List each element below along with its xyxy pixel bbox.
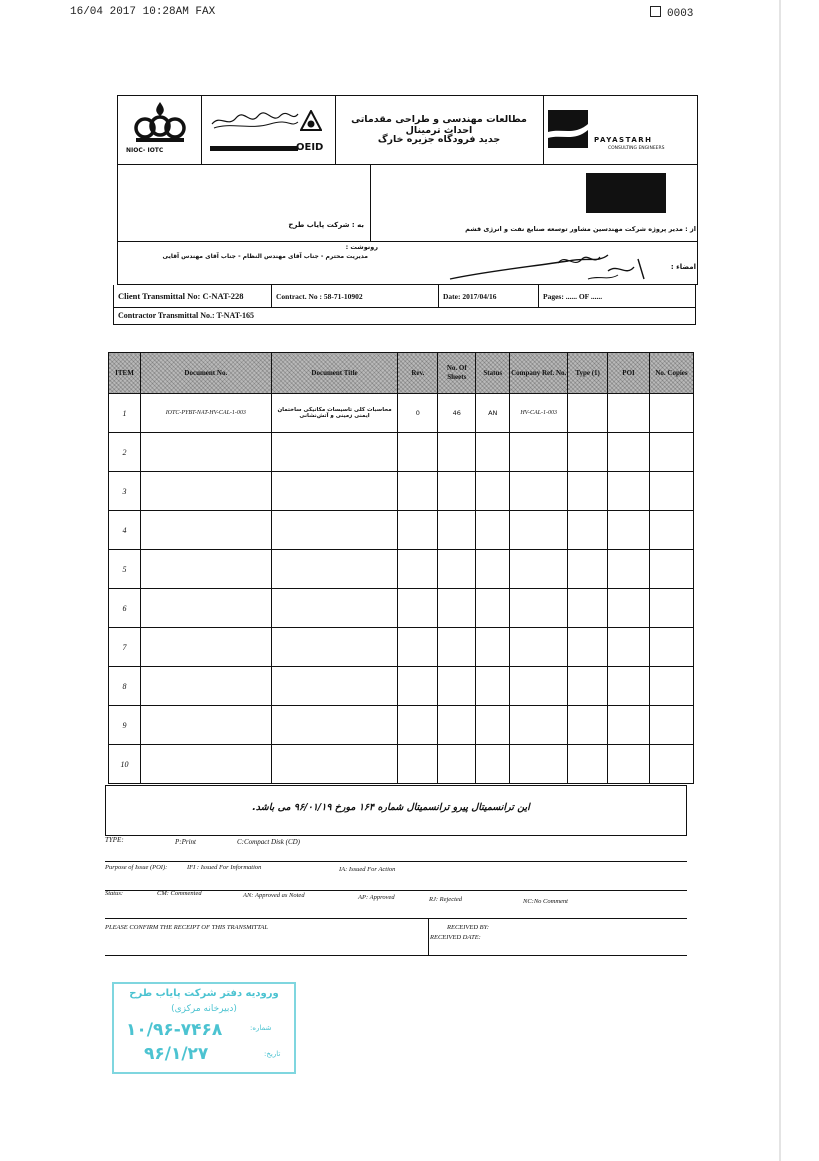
cell-ref (510, 628, 568, 667)
cell-poi (608, 706, 650, 745)
cell-item: 1 (109, 394, 141, 433)
table-row (109, 511, 694, 550)
from-field: از : مدیر پروژه شرکت مهندسین مشاور توسعه صنایع نفت و انرژی قشم (465, 225, 696, 233)
cell-doc-no (140, 667, 271, 706)
cell-title (271, 589, 398, 628)
received-by: RECEIVED BY: (447, 924, 489, 931)
cell-copies (649, 628, 693, 667)
stamp-date-label: تاریخ: (264, 1050, 281, 1058)
cell-copies (649, 433, 693, 472)
received-date: RECEIVED DATE: (430, 934, 481, 941)
cell-rev (398, 706, 438, 745)
purpose-ifi: IFI : Issued For Information (187, 864, 262, 871)
cell-item: 3 (109, 472, 141, 511)
cell-status (476, 667, 510, 706)
cell-status (476, 745, 510, 784)
cell-status (476, 628, 510, 667)
type-label: TYPE: (105, 836, 124, 844)
cell-ref: HV-CAL-1-003 (510, 394, 568, 433)
cc-label: رونوشت : (345, 243, 378, 251)
cell-ref (510, 667, 568, 706)
cell-item: 8 (109, 667, 141, 706)
cell-ref (510, 706, 568, 745)
cell-title (271, 706, 398, 745)
cell-doc-no (140, 628, 271, 667)
client-transmittal-no: Client Transmittal No: C-NAT-228 (118, 291, 244, 301)
pages-field: Pages: ...... OF ...... (543, 292, 603, 301)
col-header-doc-no: Document No. (140, 353, 271, 394)
cell-type (568, 550, 608, 589)
fax-checkbox-icon (650, 6, 661, 17)
cell-ref (510, 433, 568, 472)
cell-status (476, 511, 510, 550)
redacted-block (586, 173, 666, 213)
cell-status (476, 433, 510, 472)
payastarh-logo (548, 110, 588, 153)
table-row (109, 745, 694, 784)
status-ap: AP: Approved (358, 894, 395, 901)
cell-ref (510, 550, 568, 589)
col-header-rev: Rev. (398, 353, 438, 394)
cell-rev (398, 511, 438, 550)
cell-copies (649, 550, 693, 589)
document-table (108, 352, 694, 784)
cell-status (476, 706, 510, 745)
cell-doc-no (140, 589, 271, 628)
status-nc: NC:No Comment (523, 898, 568, 905)
cell-doc-no (140, 472, 271, 511)
consultant-sub: CONSULTING ENGINEERS (608, 146, 665, 151)
nioc-logo (132, 100, 188, 144)
oeid-company-name (210, 110, 300, 134)
cell-poi (608, 472, 650, 511)
cell-rev (398, 433, 438, 472)
cell-type (568, 511, 608, 550)
transmittal-date: Date: 2017/04/16 (443, 292, 497, 301)
cell-rev (398, 589, 438, 628)
transmittal-info (113, 285, 696, 325)
cell-doc-no: IOTC-PYBT-NAT-HV-CAL-1-003 (140, 394, 271, 433)
cc-value: مدیریت محترم - جناب آقای مهندس النظام - جناب آقای مهندس آقایی (162, 253, 368, 260)
col-header-ref: Company Ref. No. (510, 353, 568, 394)
cell-rev: 0 (398, 394, 438, 433)
status-cm: CM: Commented (157, 890, 202, 897)
cell-doc-no (140, 745, 271, 784)
contractor-transmittal-no: Contractor Transmittal No.: T-NAT-165 (118, 311, 254, 320)
cell-rev (398, 667, 438, 706)
col-header-sheets: No. Of Sheets (438, 353, 476, 394)
cell-title (271, 433, 398, 472)
cell-sheets (438, 511, 476, 550)
fax-page-number: 0003 (650, 6, 693, 20)
footer-note-box (105, 785, 687, 836)
purpose-label: Purpose of Issue (POI): (105, 864, 168, 871)
cell-copies (649, 667, 693, 706)
cell-copies (649, 706, 693, 745)
nioc-label: NIOC- IOTC (126, 147, 164, 154)
cell-title (271, 550, 398, 589)
cell-ref (510, 745, 568, 784)
col-header-copies: No. Copies (649, 353, 693, 394)
signature-label: امضاء : (670, 263, 696, 271)
table-row (109, 433, 694, 472)
cell-sheets (438, 550, 476, 589)
cell-sheets: 46 (438, 394, 476, 433)
table-row (109, 472, 694, 511)
cell-rev (398, 745, 438, 784)
cell-item: 7 (109, 628, 141, 667)
purpose-ia: IA: Issued For Action (339, 866, 396, 873)
cell-title (271, 628, 398, 667)
cell-poi (608, 433, 650, 472)
cell-doc-no (140, 706, 271, 745)
cell-sheets (438, 628, 476, 667)
table-row (109, 394, 694, 433)
oeid-triangle-icon (300, 110, 322, 137)
cell-poi (608, 667, 650, 706)
col-header-status: Status (476, 353, 510, 394)
type-cd: C:Compact Disk (CD) (237, 838, 300, 846)
type-print: P:Print (175, 838, 196, 846)
cell-copies (649, 394, 693, 433)
cell-rev (398, 628, 438, 667)
oeid-label: OEID (296, 142, 324, 153)
cell-poi (608, 550, 650, 589)
parties-section (117, 165, 698, 285)
confirm-receipt: PLEASE CONFIRM THE RECEIPT OF THIS TRANSMITTAL (105, 924, 268, 931)
cell-title (271, 472, 398, 511)
cell-status (476, 550, 510, 589)
cell-poi (608, 745, 650, 784)
cell-poi (608, 511, 650, 550)
cell-type (568, 433, 608, 472)
cell-type (568, 667, 608, 706)
cell-item: 5 (109, 550, 141, 589)
cell-doc-no (140, 511, 271, 550)
table-row (109, 628, 694, 667)
cell-sheets (438, 745, 476, 784)
col-header-poi: POI (608, 353, 650, 394)
consultant-name: PAYASTARH (594, 136, 653, 144)
form-header (117, 95, 698, 165)
stamp-date: ۹۶/۱/۲۷ (144, 1044, 209, 1064)
stamp-number-label: شماره: (250, 1024, 272, 1032)
stamp-number: ۱۰/۹۶-۷۴۶۸ (126, 1020, 223, 1040)
col-header-item: ITEM (109, 353, 141, 394)
cell-status: AN (476, 394, 510, 433)
status-label: Status: (105, 890, 124, 897)
footer-note: این ترانسمیتال پیرو ترانسمیتال شماره ۱۶۴ مورخ ۹۶/۰۱/۱۹ می باشد. (252, 802, 530, 813)
cell-title: محاسبات کلی تاسیسات مکانیکی ساختمان ایمنی زمینی و آتش‌نشانی (271, 394, 398, 433)
project-title-line1: مطالعات مهندسی و طراحی مقدماتی احداث ترمینال (351, 114, 527, 136)
scan-edge (779, 0, 781, 1161)
receipt-stamp (112, 982, 296, 1074)
fax-datetime: 16/04 2017 10:28AM FAX (70, 6, 216, 18)
table-row (109, 667, 694, 706)
cell-rev (398, 550, 438, 589)
cell-status (476, 589, 510, 628)
status-rj: RJ: Rejected (429, 896, 463, 903)
cell-poi (608, 628, 650, 667)
cell-doc-no (140, 550, 271, 589)
cell-title (271, 667, 398, 706)
cell-item: 6 (109, 589, 141, 628)
cell-type (568, 628, 608, 667)
cell-sheets (438, 667, 476, 706)
cell-copies (649, 511, 693, 550)
table-row (109, 706, 694, 745)
cell-ref (510, 472, 568, 511)
cell-rev (398, 472, 438, 511)
project-title-line2: جدید فرودگاه جزیره خارگ (377, 134, 501, 145)
stamp-line1: ورودیه دفتر شرکت پایاب طرح (129, 988, 279, 999)
cell-status (476, 472, 510, 511)
table-row (109, 589, 694, 628)
cell-poi (608, 394, 650, 433)
cell-ref (510, 589, 568, 628)
col-header-title: Document Title (271, 353, 398, 394)
cell-poi (608, 589, 650, 628)
cell-ref (510, 511, 568, 550)
cell-item: 10 (109, 745, 141, 784)
col-header-type: Type (1) (568, 353, 608, 394)
table-row (109, 550, 694, 589)
cell-type (568, 394, 608, 433)
cell-sheets (438, 433, 476, 472)
cell-item: 9 (109, 706, 141, 745)
table-header-row (109, 353, 694, 394)
oeid-script-logo (210, 110, 300, 132)
cell-type (568, 472, 608, 511)
cell-sheets (438, 472, 476, 511)
cell-type (568, 706, 608, 745)
cell-copies (649, 745, 693, 784)
to-field: به : شرکت پایاب طرح (288, 221, 364, 229)
cell-copies (649, 589, 693, 628)
cell-item: 4 (109, 511, 141, 550)
cell-type (568, 745, 608, 784)
cell-copies (649, 472, 693, 511)
cell-item: 2 (109, 433, 141, 472)
status-an: AN: Approved as Noted (243, 892, 305, 899)
cell-title (271, 745, 398, 784)
signature-scribble (448, 249, 648, 290)
cell-title (271, 511, 398, 550)
cell-doc-no (140, 433, 271, 472)
cell-sheets (438, 706, 476, 745)
footer-legend (105, 836, 687, 956)
stamp-line2: (دبیرخانه مرکزی) (171, 1004, 237, 1014)
cell-sheets (438, 589, 476, 628)
oeid-bar (210, 146, 298, 151)
cell-type (568, 589, 608, 628)
contract-no: Contract. No : 58-71-10902 (276, 292, 363, 301)
